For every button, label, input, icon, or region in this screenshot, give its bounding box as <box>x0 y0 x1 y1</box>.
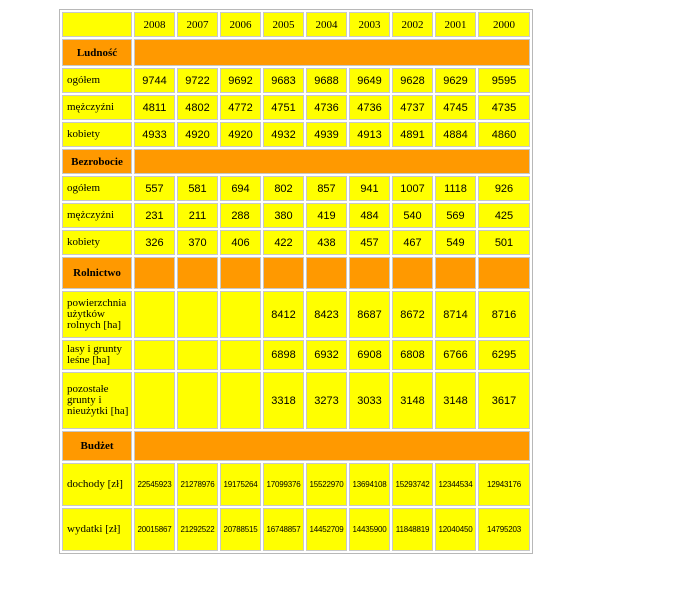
value-cell: 6932 <box>306 340 347 370</box>
data-row-bezrobocie-kobiety <box>62 230 530 255</box>
section-row-rolnictwo <box>62 257 530 289</box>
data-row-budzet-dochody <box>62 463 530 506</box>
value-cell <box>134 291 175 338</box>
value-cell <box>220 291 261 338</box>
section-band-ludnosc <box>134 39 530 66</box>
value-cell: 15293742 <box>392 463 433 506</box>
value-cell: 12040450 <box>435 508 476 551</box>
value-cell: 4735 <box>478 95 530 120</box>
year-header-2004: 2004 <box>306 12 347 37</box>
row-label: pozostałe grunty i nieużytki [ha] <box>62 372 132 429</box>
value-cell: 20015867 <box>134 508 175 551</box>
data-row-rolnictwo-pozostale <box>62 372 530 429</box>
section-row-ludnosc <box>62 39 530 66</box>
value-cell: 17099376 <box>263 463 304 506</box>
value-cell: 14435900 <box>349 508 390 551</box>
value-cell: 549 <box>435 230 476 255</box>
value-cell: 12943176 <box>478 463 530 506</box>
section-cell <box>392 257 433 289</box>
value-cell: 4939 <box>306 122 347 147</box>
value-cell: 380 <box>263 203 304 228</box>
row-label: wydatki [zł] <box>62 508 132 551</box>
value-cell: 4802 <box>177 95 218 120</box>
row-label: lasy i grunty leśne [ha] <box>62 340 132 370</box>
section-cell <box>306 257 347 289</box>
section-cell <box>220 257 261 289</box>
section-cell <box>435 257 476 289</box>
value-cell: 694 <box>220 176 261 201</box>
row-label: powierzchnia użytków rolnych [ha] <box>62 291 132 338</box>
value-cell: 438 <box>306 230 347 255</box>
data-row-rolnictwo-uzytki <box>62 291 530 338</box>
section-title-bezrobocie: Bezrobocie <box>62 149 132 174</box>
value-cell: 6908 <box>349 340 390 370</box>
value-cell: 9649 <box>349 68 390 93</box>
section-row-bezrobocie <box>62 149 530 174</box>
value-cell: 4860 <box>478 122 530 147</box>
row-label: kobiety <box>62 230 132 255</box>
value-cell: 9692 <box>220 68 261 93</box>
value-cell: 4745 <box>435 95 476 120</box>
year-header-2007: 2007 <box>177 12 218 37</box>
section-band-budzet <box>134 431 530 461</box>
value-cell: 4736 <box>306 95 347 120</box>
data-row-ludnosc-mezczyzni <box>62 95 530 120</box>
value-cell: 9744 <box>134 68 175 93</box>
data-row-bezrobocie-mezczyzni <box>62 203 530 228</box>
value-cell: 4772 <box>220 95 261 120</box>
value-cell: 8716 <box>478 291 530 338</box>
value-cell: 4913 <box>349 122 390 147</box>
value-cell: 8423 <box>306 291 347 338</box>
value-cell: 3033 <box>349 372 390 429</box>
year-header-2008: 2008 <box>134 12 175 37</box>
value-cell: 3148 <box>392 372 433 429</box>
value-cell: 14452709 <box>306 508 347 551</box>
value-cell: 484 <box>349 203 390 228</box>
row-label: ogółem <box>62 68 132 93</box>
value-cell: 802 <box>263 176 304 201</box>
value-cell: 9683 <box>263 68 304 93</box>
value-cell: 501 <box>478 230 530 255</box>
value-cell: 9628 <box>392 68 433 93</box>
year-header-2005: 2005 <box>263 12 304 37</box>
year-header-2006: 2006 <box>220 12 261 37</box>
value-cell: 14795203 <box>478 508 530 551</box>
data-row-ludnosc-kobiety <box>62 122 530 147</box>
value-cell <box>220 340 261 370</box>
value-cell: 8714 <box>435 291 476 338</box>
data-row-budzet-wydatki <box>62 508 530 551</box>
section-title-budzet: Budżet <box>62 431 132 461</box>
section-row-budzet <box>62 431 530 461</box>
value-cell: 19175264 <box>220 463 261 506</box>
value-cell: 21278976 <box>177 463 218 506</box>
value-cell <box>177 372 218 429</box>
value-cell: 4920 <box>220 122 261 147</box>
value-cell: 211 <box>177 203 218 228</box>
value-cell: 425 <box>478 203 530 228</box>
section-cell <box>478 257 530 289</box>
value-cell: 4811 <box>134 95 175 120</box>
section-title-ludnosc: Ludność <box>62 39 132 66</box>
value-cell: 15522970 <box>306 463 347 506</box>
value-cell: 419 <box>306 203 347 228</box>
section-cell <box>177 257 218 289</box>
value-cell: 13694108 <box>349 463 390 506</box>
value-cell: 4891 <box>392 122 433 147</box>
header-corner-cell <box>62 12 132 37</box>
value-cell: 4933 <box>134 122 175 147</box>
year-header-2001: 2001 <box>435 12 476 37</box>
value-cell: 1007 <box>392 176 433 201</box>
value-cell: 569 <box>435 203 476 228</box>
row-label: ogółem <box>62 176 132 201</box>
year-header-2002: 2002 <box>392 12 433 37</box>
value-cell: 6808 <box>392 340 433 370</box>
section-title-rolnictwo: Rolnictwo <box>62 257 132 289</box>
value-cell: 288 <box>220 203 261 228</box>
value-cell: 857 <box>306 176 347 201</box>
value-cell: 540 <box>392 203 433 228</box>
value-cell: 370 <box>177 230 218 255</box>
value-cell <box>134 372 175 429</box>
row-label: mężczyźni <box>62 203 132 228</box>
value-cell: 926 <box>478 176 530 201</box>
row-label: mężczyźni <box>62 95 132 120</box>
value-cell: 9629 <box>435 68 476 93</box>
section-band-bezrobocie <box>134 149 530 174</box>
value-cell: 11848819 <box>392 508 433 551</box>
value-cell <box>220 372 261 429</box>
data-row-rolnictwo-lasy <box>62 340 530 370</box>
value-cell <box>134 340 175 370</box>
value-cell: 6766 <box>435 340 476 370</box>
value-cell: 6898 <box>263 340 304 370</box>
value-cell: 581 <box>177 176 218 201</box>
year-header-2003: 2003 <box>349 12 390 37</box>
year-header-row <box>62 12 530 37</box>
value-cell: 1118 <box>435 176 476 201</box>
value-cell: 422 <box>263 230 304 255</box>
section-cell <box>349 257 390 289</box>
value-cell: 8672 <box>392 291 433 338</box>
value-cell: 22545923 <box>134 463 175 506</box>
value-cell: 8412 <box>263 291 304 338</box>
value-cell: 20788515 <box>220 508 261 551</box>
value-cell: 3318 <box>263 372 304 429</box>
value-cell: 3617 <box>478 372 530 429</box>
value-cell: 9595 <box>478 68 530 93</box>
value-cell: 16748857 <box>263 508 304 551</box>
row-label: dochody [zł] <box>62 463 132 506</box>
value-cell: 467 <box>392 230 433 255</box>
value-cell <box>177 291 218 338</box>
value-cell: 326 <box>134 230 175 255</box>
year-header-2000: 2000 <box>478 12 530 37</box>
value-cell: 3273 <box>306 372 347 429</box>
value-cell: 4751 <box>263 95 304 120</box>
value-cell: 21292522 <box>177 508 218 551</box>
value-cell: 231 <box>134 203 175 228</box>
data-row-bezrobocie-ogolem <box>62 176 530 201</box>
value-cell <box>177 340 218 370</box>
value-cell: 3148 <box>435 372 476 429</box>
value-cell: 557 <box>134 176 175 201</box>
value-cell: 6295 <box>478 340 530 370</box>
data-row-ludnosc-ogolem <box>62 68 530 93</box>
value-cell: 12344534 <box>435 463 476 506</box>
statistics-table <box>59 9 533 554</box>
value-cell: 406 <box>220 230 261 255</box>
value-cell: 941 <box>349 176 390 201</box>
value-cell: 4737 <box>392 95 433 120</box>
value-cell: 9688 <box>306 68 347 93</box>
value-cell: 4920 <box>177 122 218 147</box>
value-cell: 9722 <box>177 68 218 93</box>
value-cell: 4932 <box>263 122 304 147</box>
value-cell: 457 <box>349 230 390 255</box>
value-cell: 4884 <box>435 122 476 147</box>
row-label: kobiety <box>62 122 132 147</box>
section-cell <box>134 257 175 289</box>
value-cell: 4736 <box>349 95 390 120</box>
section-cell <box>263 257 304 289</box>
value-cell: 8687 <box>349 291 390 338</box>
